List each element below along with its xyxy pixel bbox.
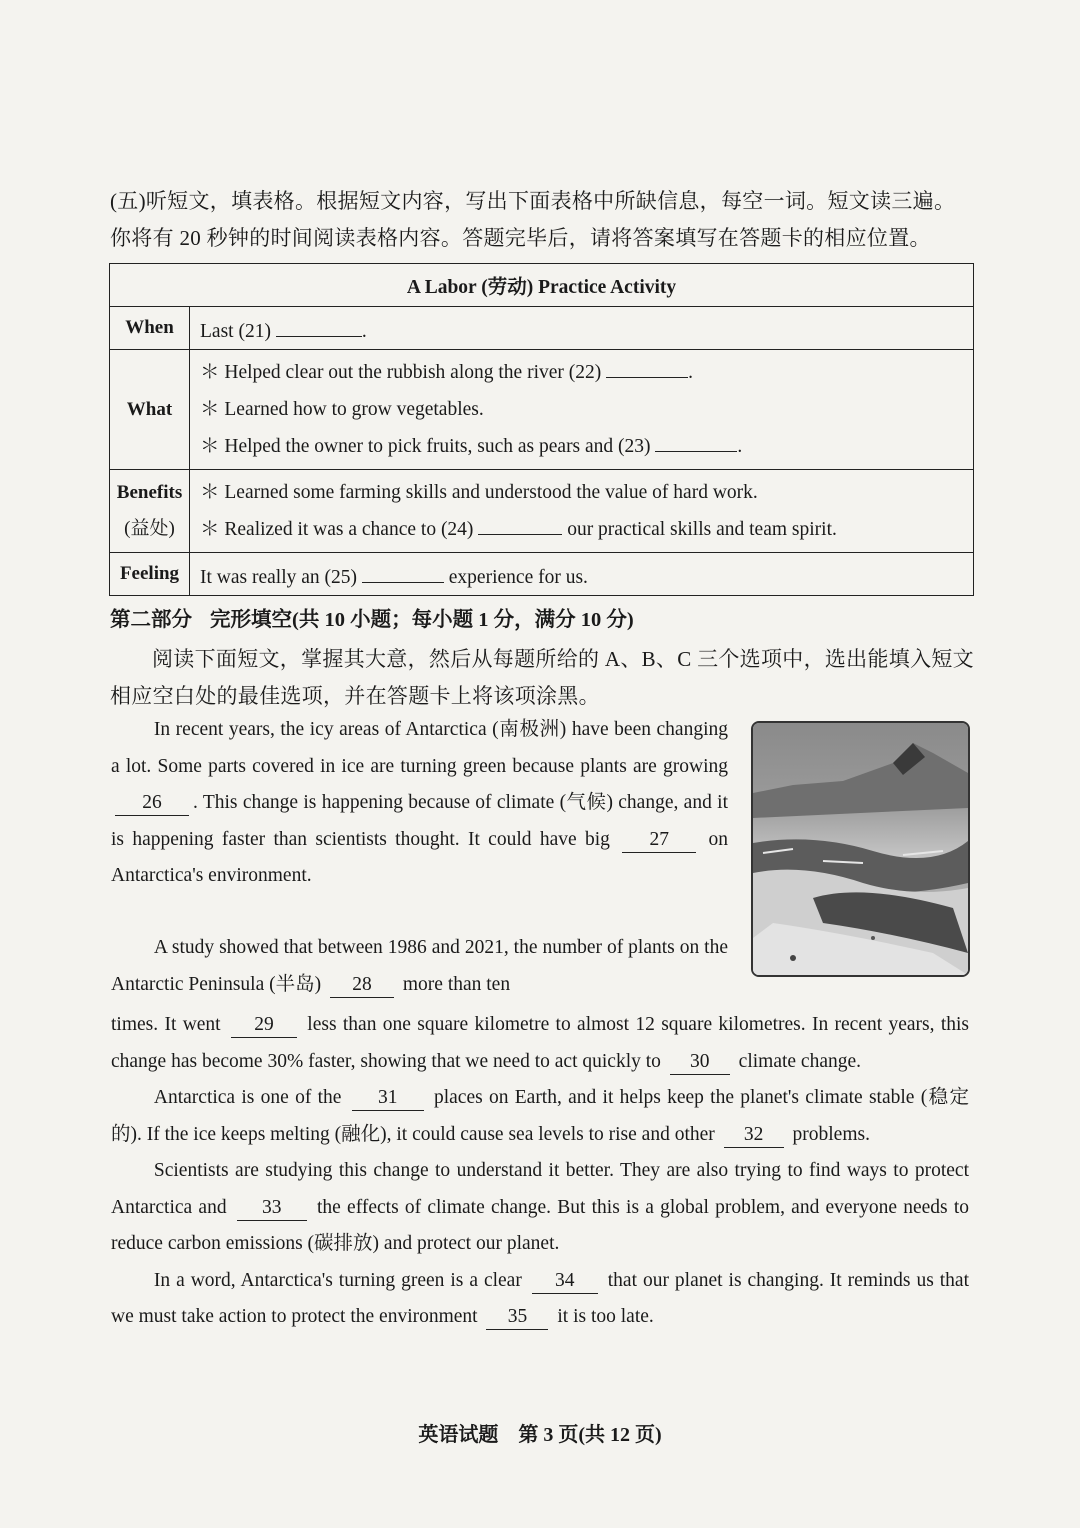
page-footer [0,1418,1080,1447]
passage-paragraph-1: In recent years, the icy areas of Antarctica (南极洲) have been changing a lot. Some parts covered in ice are turning green because plants are growing 26 . This change is happening because of climate (气候) change, and it is happening faster than scientists thought. It could have big 27 on Antarctica's environment. [111,719,729,886]
gap-35[interactable]: 35 [486,1305,548,1330]
blank-24[interactable] [478,512,562,535]
gap-28[interactable]: 28 [330,973,394,998]
blank-21[interactable] [276,314,362,337]
footer-page: 第 3 页(共 12 页) [518,1424,662,1446]
benefit-item: ＊ Realized it was a chance to (24) our practical skills and team spirit. [200,511,963,548]
what-cell [190,350,974,470]
gap-27[interactable]: 27 [622,828,696,853]
landscape-image [753,723,968,975]
feeling-label: Feeling [110,553,190,596]
gap-33[interactable]: 33 [237,1196,307,1221]
feeling-cell: It was really an (25) experience for us. [190,553,974,596]
listening-instructions: (五)听短文，填表格。根据短文内容，写出下面表格中所缺信息，每空一词。短文读三遍。你将有 20 秒钟的时间阅读表格内容。答题完毕后，请将答案填写在答题卡的相应位置。 [110,189,956,250]
what-label: What [110,350,190,470]
antarctica-photo [751,721,970,977]
blank-25[interactable] [362,560,444,583]
activity-table [109,263,974,596]
section-subtitle: 完形填空(共 10 小题；每小题 1 分，满分 10 分) [210,609,634,631]
benefits-cell [190,470,974,553]
table-title: A Labor (劳动) Practice Activity [110,264,974,307]
passage-paragraph-2-top: A study showed that between 1986 and 2021, the number of plants on the Antarctic Peninsula (半岛) 28 more than ten [111,930,728,1003]
when-text: Last (21) [200,320,271,342]
benefits-label: Benefits (益处) [110,470,190,553]
blank-22[interactable] [606,355,688,378]
footer-subject: 英语试题 [418,1424,499,1446]
when-cell [190,307,974,350]
what-item: ＊ Helped clear out the rubbish along the river (22) . [200,354,963,391]
section-heading [110,603,652,637]
what-item: ＊ Learned how to grow vegetables. [200,399,484,420]
gap-34[interactable]: 34 [532,1269,598,1294]
what-item: ＊ Helped the owner to pick fruits, such as pears and (23) . [200,428,963,465]
when-label: When [110,307,190,350]
gap-26[interactable]: 26 [115,791,189,816]
cloze-instructions: 阅读下面短文，掌握其大意，然后从每题所给的 A、B、C 三个选项中，选出能填入短文相应空白处的最佳选项，并在答题卡上将该项涂黑。 [110,647,974,708]
blank-23[interactable] [655,429,737,452]
passage-body: times. It went 29 less than one square kilometre to almost 12 square kilometres. In recent years, this change has become 30% faster, showing that we need to act quickly to 30 climate change. Antarctica is one of the 31 places on Earth, and it helps keep the planet's climate stable (稳定的). If the ice keeps melting (融化), it could cause sea levels to rise and other 32 problems. Scientists are studying this change to understand it better. They are also trying to find ways to protect Antarctica and 33 the effects of climate change. But this is a global problem, and everyone needs to reduce carbon emissions (碳排放) and protect our planet. In a word, Antarctica's turning green is a clear 34 that our planet is changing. It reminds us that we must take action to protect the environment 35 it is too late. [111,1007,969,1336]
section-title: 第二部分 [110,609,192,631]
gap-30[interactable]: 30 [670,1050,730,1075]
when-end: . [361,320,367,342]
gap-29[interactable]: 29 [231,1013,297,1038]
benefit-item: ＊ Learned some farming skills and understood the value of hard work. [200,482,758,503]
gap-31[interactable]: 31 [352,1086,424,1111]
gap-32[interactable]: 32 [724,1123,784,1148]
